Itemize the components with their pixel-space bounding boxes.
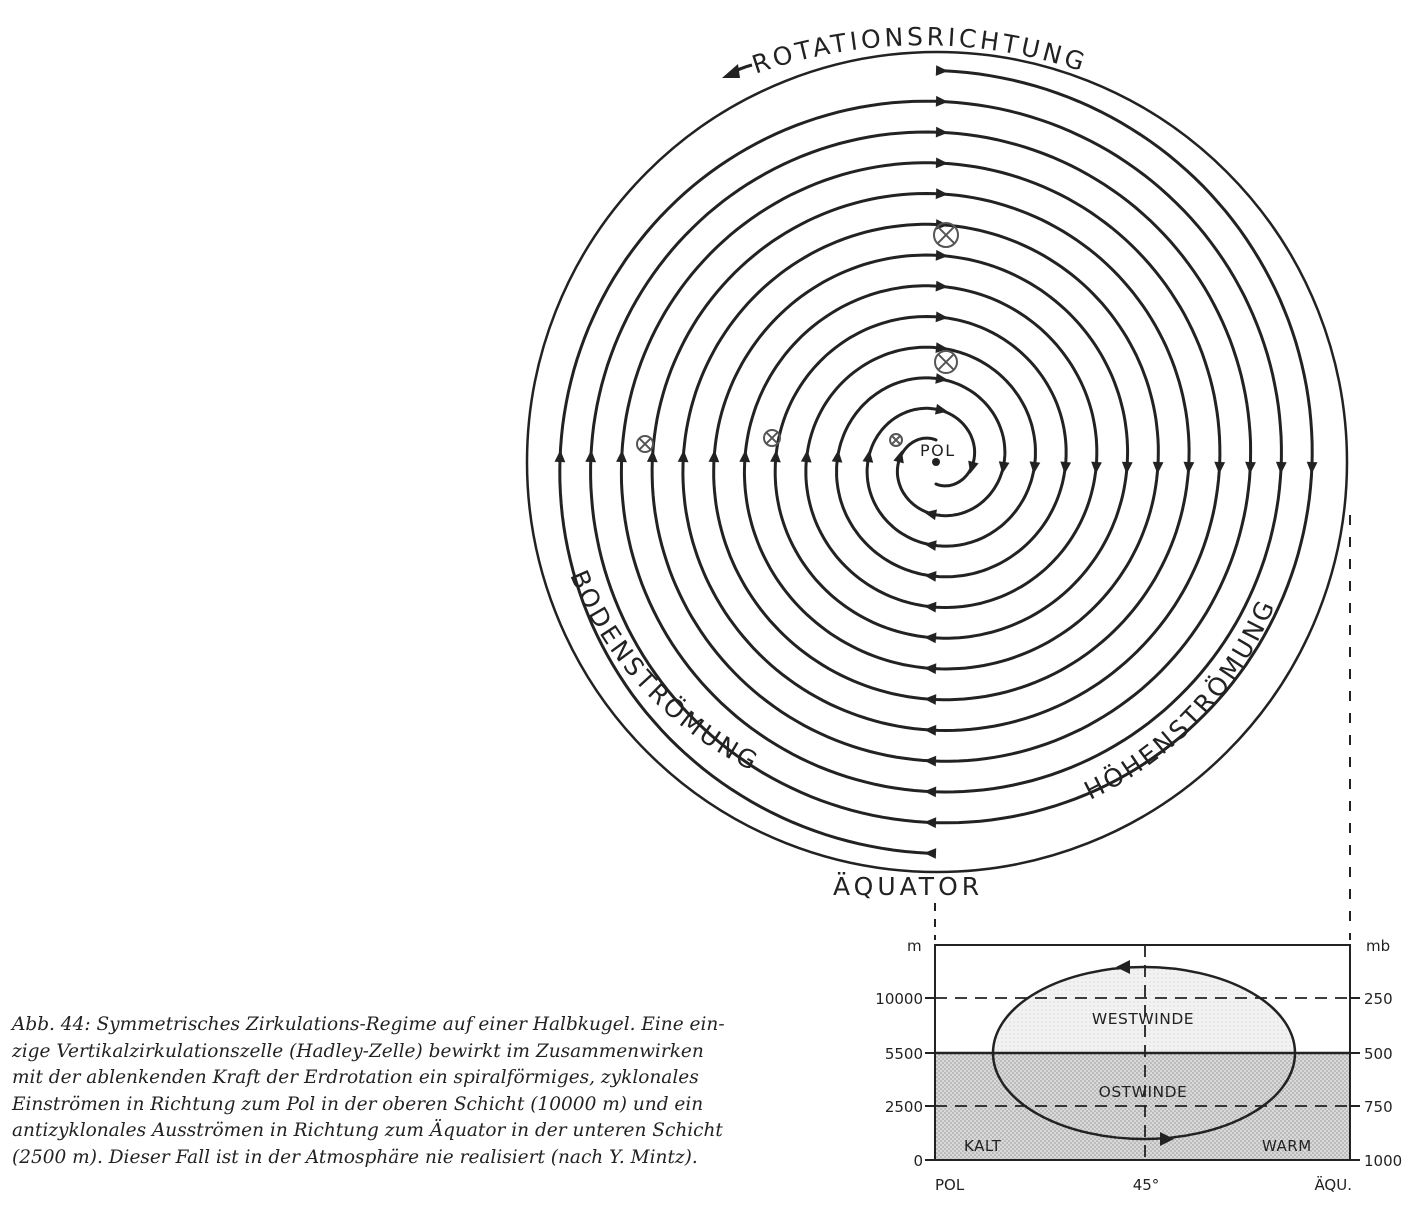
flow-arrow-icon	[616, 450, 627, 462]
cold-label: KALT	[964, 1137, 1002, 1155]
caption-line: Abb. 44: Symmetrisches Zirkulations-Regime auf einer Halbkugel. Eine ein-	[12, 1014, 725, 1035]
flow-arrow-icon	[936, 65, 948, 76]
right-axis-unit: mb	[1366, 937, 1391, 955]
caption-line: (2500 m). Dieser Fall ist in der Atmosphäre nie realisiert (nach Y. Mintz).	[12, 1146, 698, 1168]
flow-arrow-icon	[924, 663, 936, 674]
flow-arrow-icon	[924, 756, 936, 767]
flow-arrow-icon	[936, 127, 948, 138]
equator-label: ÄQUATOR	[833, 872, 984, 901]
flow-arrow-icon	[936, 312, 948, 323]
flow-arrow-icon	[1214, 462, 1225, 474]
pressure-tick-label: 750	[1364, 1098, 1393, 1116]
flow-arrow-icon	[770, 450, 781, 462]
flow-arrow-icon	[936, 281, 948, 292]
flow-arrow-icon	[936, 158, 948, 169]
vortex-cross-icon	[766, 432, 777, 443]
warm-label: WARM	[1262, 1137, 1312, 1155]
vortex-cross-icon	[938, 227, 955, 244]
surface-flow-label: BODENSTRÖMUNG	[564, 565, 765, 778]
lower-zone-label: OSTWINDE	[1098, 1083, 1188, 1101]
rotation-arrowhead-icon	[722, 64, 740, 78]
cross-section-chart	[875, 937, 1402, 1194]
flow-arrow-icon	[924, 725, 936, 736]
flow-arrow-icon	[936, 96, 948, 107]
upper-zone-label: WESTWINDE	[1091, 1010, 1195, 1028]
flow-arrow-icon	[709, 450, 720, 462]
caption-line: mit der ablenkenden Kraft der Erdrotation ein spiralförmiges, zyklonales	[12, 1067, 699, 1088]
flow-arrow-icon	[924, 694, 936, 705]
x-axis-label: POL	[935, 1176, 965, 1194]
pressure-tick-label: 500	[1364, 1045, 1393, 1063]
height-tick-label: 0	[913, 1152, 923, 1170]
flow-arrow-icon	[1091, 462, 1102, 474]
vortex-cross-icon	[639, 438, 650, 449]
flow-arrow-icon	[924, 787, 936, 798]
pole-label: POL	[920, 441, 956, 460]
flow-arrow-icon	[1153, 462, 1164, 474]
rotation-label: ROTATIONSRICHTUNG	[748, 22, 1092, 80]
upper-flow-label: HÖHENSTRÖMUNG	[1079, 593, 1282, 806]
flow-arrow-icon	[924, 540, 937, 551]
flow-arrow-icon	[1184, 462, 1195, 474]
left-axis-unit: m	[907, 937, 922, 955]
caption-line: Einströmen in Richtung zum Pol in der oberen Schicht (10000 m) und ein	[12, 1093, 704, 1115]
height-tick-label: 10000	[875, 990, 923, 1008]
flow-arrow-icon	[935, 373, 948, 384]
x-axis-label: 45°	[1132, 1176, 1160, 1194]
flow-arrow-icon	[555, 450, 566, 462]
height-tick-label: 5500	[884, 1045, 923, 1063]
flow-arrow-icon	[924, 817, 936, 828]
flow-arrow-icon	[936, 250, 948, 261]
pressure-tick-label: 250	[1364, 990, 1393, 1008]
pressure-tick-label: 1000	[1364, 1152, 1403, 1170]
flow-arrow-icon	[1307, 462, 1318, 474]
spiral-diagram	[527, 22, 1347, 901]
figure-caption	[12, 1012, 842, 1171]
x-axis-label: ÄQU.	[1314, 1176, 1352, 1194]
height-tick-label: 2500	[884, 1098, 923, 1116]
flow-arrow-icon	[1122, 462, 1133, 474]
vortex-cross-icon	[938, 354, 953, 369]
flow-arrow-icon	[1245, 462, 1256, 474]
flow-arrow-icon	[678, 450, 689, 462]
flow-arrow-icon	[924, 848, 936, 859]
caption-line: zige Vertikalzirkulationszelle (Hadley-Zelle) bewirkt im Zusammenwirken	[12, 1040, 704, 1062]
flow-arrow-icon	[936, 188, 948, 199]
caption-line: antizyklonales Ausströmen in Richtung zum Äquator in der unteren Schicht	[12, 1120, 723, 1141]
flow-arrow-icon	[739, 450, 750, 462]
vortex-cross-icon	[892, 436, 900, 444]
flow-arrow-icon	[1276, 462, 1287, 474]
flow-arrow-icon	[924, 602, 936, 613]
flow-arrow-icon	[924, 633, 936, 644]
flow-arrow-icon	[585, 450, 596, 462]
